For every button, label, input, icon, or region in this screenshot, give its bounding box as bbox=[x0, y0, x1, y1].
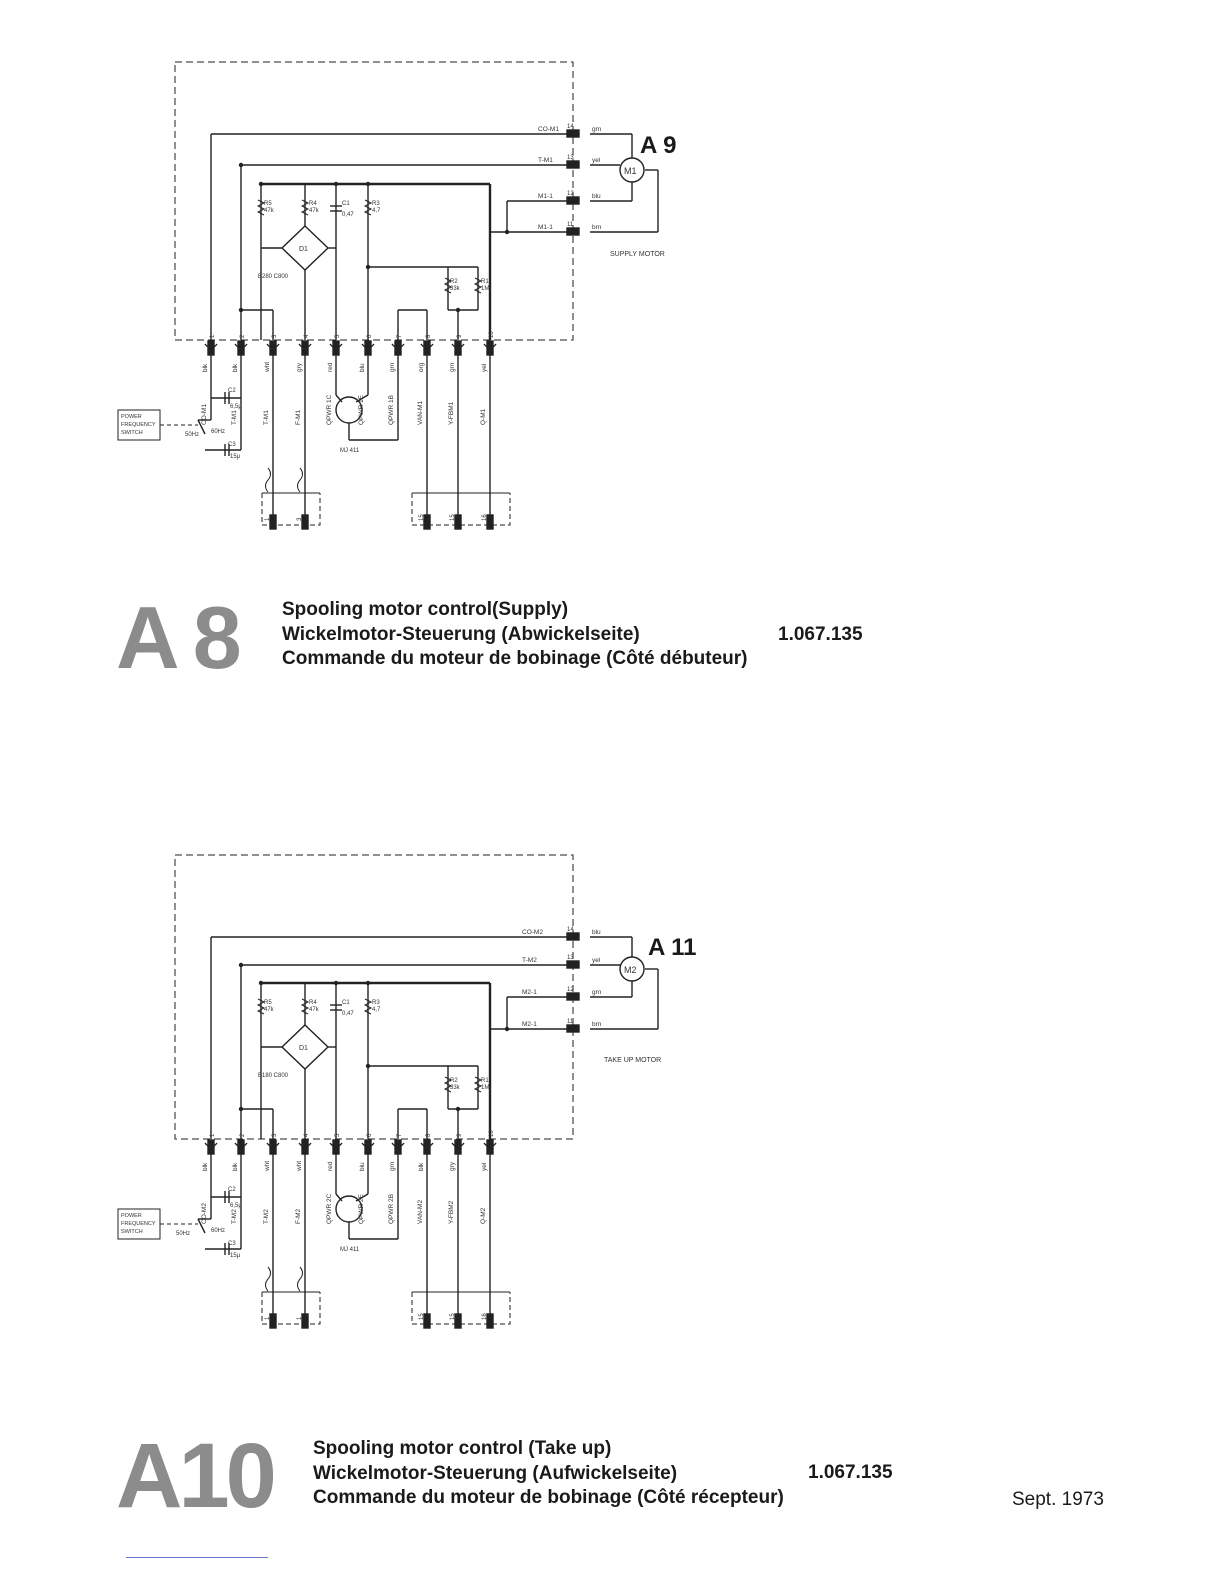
transistor-type: MJ 411 bbox=[340, 1247, 360, 1253]
r1-value: 1M bbox=[481, 1085, 490, 1091]
signal-label: Y-FBM1 bbox=[448, 401, 455, 425]
wire-color-label: red bbox=[327, 362, 334, 372]
rectifier-type: B280 C800 bbox=[258, 274, 289, 280]
connector-pin bbox=[365, 1140, 371, 1154]
connector-pin-number: 7 bbox=[397, 1133, 403, 1137]
connector-pin bbox=[238, 1140, 244, 1154]
part-number-a8: 1.067.135 bbox=[778, 624, 863, 645]
title-german: Wickelmotor-Steuerung (Abwickelseite) bbox=[282, 623, 640, 645]
wire-color-label: grn bbox=[389, 1161, 396, 1171]
wire-color: blu bbox=[592, 193, 601, 200]
connector-pin-number: 4 bbox=[304, 334, 310, 338]
r5-label: R5 bbox=[264, 201, 272, 207]
pin-label: 13 bbox=[567, 155, 574, 161]
switch-pos-50hz: 50Hz bbox=[185, 432, 200, 438]
c3-label: C3 bbox=[228, 1241, 236, 1247]
signal-label: QPWR 2B bbox=[388, 1194, 395, 1224]
signal-label: T-M1 bbox=[231, 410, 238, 425]
r3-value: 4,7 bbox=[372, 208, 381, 214]
wire-color-label: blk bbox=[232, 1162, 239, 1171]
net-label: M2-1 bbox=[522, 1021, 537, 1028]
switch-label: POWER bbox=[121, 1213, 142, 1219]
signal-label: CO-M2 bbox=[201, 1203, 208, 1224]
c2-value: 6,5µ bbox=[230, 1203, 242, 1209]
connector-pin bbox=[487, 341, 493, 355]
connector-pin-number: 1 bbox=[210, 1133, 216, 1137]
signal-label: T-M2 bbox=[231, 1209, 238, 1224]
wire-color-label: wht bbox=[264, 1160, 271, 1171]
r2-label: R2 bbox=[450, 279, 458, 285]
connector-pin bbox=[208, 1140, 214, 1154]
c3-value: 15µ bbox=[230, 454, 241, 460]
connector-pin bbox=[455, 341, 461, 355]
rectifier-ref: D1 bbox=[299, 1045, 308, 1052]
net-label: CO-M1 bbox=[538, 126, 559, 133]
wire-color-label: blk bbox=[232, 363, 239, 372]
connector-pin bbox=[424, 341, 430, 355]
connector-pin-number: 7 bbox=[397, 334, 403, 338]
section-code-a10: A10 bbox=[116, 1425, 273, 1527]
c2-label: C2 bbox=[228, 1187, 236, 1193]
switch-label: POWER bbox=[121, 414, 142, 420]
connector-pin bbox=[302, 1140, 308, 1154]
title-french: Commande du moteur de bobinage (Côté récepteur) bbox=[313, 1487, 784, 1508]
switch-pos-60hz: 60Hz bbox=[211, 1228, 226, 1234]
wire-color-label: gry bbox=[449, 1161, 456, 1171]
signal-label: Y-FBM2 bbox=[448, 1200, 455, 1224]
connector-pin-number: 6 bbox=[367, 334, 373, 338]
c3-value: 15µ bbox=[230, 1253, 241, 1259]
plug-pin-number: 15 bbox=[450, 1313, 456, 1320]
wire-color-label: gry bbox=[296, 362, 303, 372]
wire-color-label: blk bbox=[202, 363, 209, 372]
title-english: Spooling motor control(Supply) bbox=[282, 599, 569, 620]
wire-color-label: blu bbox=[359, 363, 366, 372]
title-german: Wickelmotor-Steuerung (Aufwickelseite) bbox=[313, 1462, 678, 1484]
caption-a8 bbox=[282, 598, 748, 672]
wire-color: grn bbox=[592, 126, 602, 133]
publication-date: Sept. 1973 bbox=[1012, 1489, 1104, 1510]
caption-a10 bbox=[313, 1437, 784, 1511]
net-label: T-M1 bbox=[538, 157, 553, 164]
connector-pin bbox=[487, 1140, 493, 1154]
connector-pin bbox=[333, 1140, 339, 1154]
r1-value: 1M bbox=[481, 286, 490, 292]
net-label: T-M2 bbox=[522, 957, 537, 964]
switch-pos-60hz: 60Hz bbox=[211, 429, 226, 435]
signal-label: QPWR 1C bbox=[326, 394, 333, 425]
c3-label: C3 bbox=[228, 442, 236, 448]
pin-label: 14 bbox=[567, 124, 574, 130]
motor-symbol: M2 bbox=[624, 965, 637, 975]
signal-label: Q-M1 bbox=[480, 408, 487, 425]
connector-pin-number: 4 bbox=[304, 1133, 310, 1137]
net-label: M2-1 bbox=[522, 989, 537, 996]
r5-value: 47k bbox=[264, 208, 274, 214]
r3-label: R3 bbox=[372, 1000, 380, 1006]
switch-label: SWITCH bbox=[121, 1229, 143, 1235]
wire-color-label: grn bbox=[389, 362, 396, 372]
plug-pin-number: 1 bbox=[265, 1316, 271, 1320]
signal-label: T-M2 bbox=[263, 1209, 270, 1224]
r5-value: 47k bbox=[264, 1007, 274, 1013]
plug-pin-number: 3 bbox=[297, 517, 303, 521]
transistor-type: MJ 411 bbox=[340, 448, 360, 454]
r1-label: R1 bbox=[481, 279, 489, 285]
c2-value: 6,5µ bbox=[230, 404, 242, 410]
net-label: M1-1 bbox=[538, 193, 553, 200]
pin-label: 12 bbox=[567, 987, 574, 993]
connector-pin-number: 5 bbox=[335, 334, 341, 338]
motor-symbol: M1 bbox=[624, 166, 637, 176]
connector-pin bbox=[424, 1140, 430, 1154]
connector-pin-number: 5 bbox=[335, 1133, 341, 1137]
switch-label: FREQUENCY bbox=[121, 422, 156, 428]
wire-color: brn bbox=[592, 224, 602, 231]
pin-label: 14 bbox=[567, 927, 574, 933]
r1-label: R1 bbox=[481, 1078, 489, 1084]
wire-color-label: wht bbox=[296, 1160, 303, 1171]
wire-color: blu bbox=[592, 929, 601, 936]
wire-color-label: red bbox=[327, 1161, 334, 1171]
connector-pin bbox=[333, 341, 339, 355]
connector-pin bbox=[270, 341, 276, 355]
r4-value: 47k bbox=[309, 1007, 319, 1013]
signal-label: VAN-M1 bbox=[417, 400, 424, 425]
pin-label: 11 bbox=[567, 222, 574, 228]
signal-label: QPWR 1B bbox=[388, 395, 395, 425]
r2-value: 33k bbox=[450, 1085, 460, 1091]
signal-label: VAN-M2 bbox=[417, 1199, 424, 1224]
signal-label: F-M2 bbox=[295, 1208, 302, 1224]
wire-color-label: blu bbox=[359, 1162, 366, 1171]
connector-pin bbox=[395, 341, 401, 355]
plug-pin-number: 15 bbox=[450, 514, 456, 521]
plug-pin-number: 15 bbox=[419, 1313, 425, 1320]
plug-pin-number: 16 bbox=[482, 514, 488, 521]
plug-pin-number: 16 bbox=[482, 1313, 488, 1320]
connector-pin-number: 9 bbox=[457, 1133, 463, 1137]
wire-color-label: grn bbox=[449, 362, 456, 372]
connector-pin-number: 8 bbox=[426, 1133, 432, 1137]
signal-label: QPWR 2E bbox=[358, 1194, 365, 1224]
module-label: A 9 bbox=[640, 132, 677, 159]
connector-pin bbox=[365, 341, 371, 355]
r4-label: R4 bbox=[309, 1000, 317, 1006]
c2-label: C2 bbox=[228, 388, 236, 394]
wire-color-label: yel bbox=[481, 1162, 488, 1171]
c1-label: C1 bbox=[342, 201, 350, 207]
wire-color-label: yel bbox=[481, 363, 488, 372]
pin-label: 13 bbox=[567, 955, 574, 961]
plug-pin-number: 15 bbox=[419, 514, 425, 521]
c1-label: C1 bbox=[342, 1000, 350, 1006]
r3-label: R3 bbox=[372, 201, 380, 207]
rectifier-ref: D1 bbox=[299, 246, 308, 253]
c1-value: 0,47 bbox=[342, 212, 354, 218]
r3-value: 4,7 bbox=[372, 1007, 381, 1013]
wire-color-label: org bbox=[418, 362, 425, 372]
signal-label: F-M1 bbox=[295, 409, 302, 425]
signal-label: QPWR 2C bbox=[326, 1193, 333, 1224]
take-up-motor-schematic bbox=[0, 793, 1224, 1353]
net-label: CO-M2 bbox=[522, 929, 543, 936]
r4-label: R4 bbox=[309, 201, 317, 207]
connector-pin bbox=[238, 341, 244, 355]
wire-color: yel bbox=[592, 157, 601, 164]
rectifier-type: B180 C800 bbox=[258, 1073, 289, 1079]
r5-label: R5 bbox=[264, 1000, 272, 1006]
r2-value: 33k bbox=[450, 286, 460, 292]
connector-pin bbox=[302, 341, 308, 355]
connector-pin-number: 10 bbox=[489, 331, 495, 338]
connector-pin bbox=[270, 1140, 276, 1154]
part-number-a10: 1.067.135 bbox=[808, 1462, 893, 1483]
footer-rule bbox=[126, 1557, 268, 1558]
wire-color-label: blk bbox=[418, 1162, 425, 1171]
connector-pin bbox=[395, 1140, 401, 1154]
pin-label: 12 bbox=[567, 191, 574, 197]
motor-caption: SUPPLY MOTOR bbox=[610, 251, 665, 258]
switch-pos-50hz: 50Hz bbox=[176, 1231, 191, 1237]
r2-label: R2 bbox=[450, 1078, 458, 1084]
c1-value: 0,47 bbox=[342, 1011, 354, 1017]
connector-pin-number: 9 bbox=[457, 334, 463, 338]
title-french: Commande du moteur de bobinage (Côté débuteur) bbox=[282, 648, 748, 669]
pin-label: 11 bbox=[567, 1019, 574, 1025]
signal-label: CO-M1 bbox=[201, 404, 208, 425]
connector-pin-number: 2 bbox=[240, 334, 246, 338]
wire-color-label: wht bbox=[264, 361, 271, 372]
r4-value: 47k bbox=[309, 208, 319, 214]
signal-label: Q-M2 bbox=[480, 1207, 487, 1224]
connector-pin bbox=[455, 1140, 461, 1154]
connector-pin-number: 3 bbox=[272, 334, 278, 338]
connector-pin bbox=[208, 341, 214, 355]
connector-pin-number: 3 bbox=[272, 1133, 278, 1137]
wire-color: yel bbox=[592, 957, 601, 964]
wire-color: grn bbox=[592, 989, 602, 996]
motor-caption: TAKE UP MOTOR bbox=[604, 1057, 662, 1064]
signal-label: T-M1 bbox=[263, 410, 270, 425]
switch-label: FREQUENCY bbox=[121, 1221, 156, 1227]
connector-pin-number: 10 bbox=[489, 1130, 495, 1137]
plug-pin-number: 1 bbox=[265, 517, 271, 521]
connector-pin-number: 2 bbox=[240, 1133, 246, 1137]
module-label: A 11 bbox=[648, 934, 697, 961]
supply-motor-schematic bbox=[0, 0, 1224, 560]
section-code-a8: A 8 bbox=[116, 588, 238, 687]
connector-pin-number: 1 bbox=[210, 334, 216, 338]
switch-label: SWITCH bbox=[121, 430, 143, 436]
title-english: Spooling motor control (Take up) bbox=[313, 1438, 612, 1459]
signal-label: QPWR 1E bbox=[358, 395, 365, 425]
wire-color: brn bbox=[592, 1021, 602, 1028]
wire-color-label: blk bbox=[202, 1162, 209, 1171]
connector-pin-number: 6 bbox=[367, 1133, 373, 1137]
plug-pin-number: 1 bbox=[297, 1316, 303, 1320]
net-label: M1-1 bbox=[538, 224, 553, 231]
connector-pin-number: 8 bbox=[426, 334, 432, 338]
